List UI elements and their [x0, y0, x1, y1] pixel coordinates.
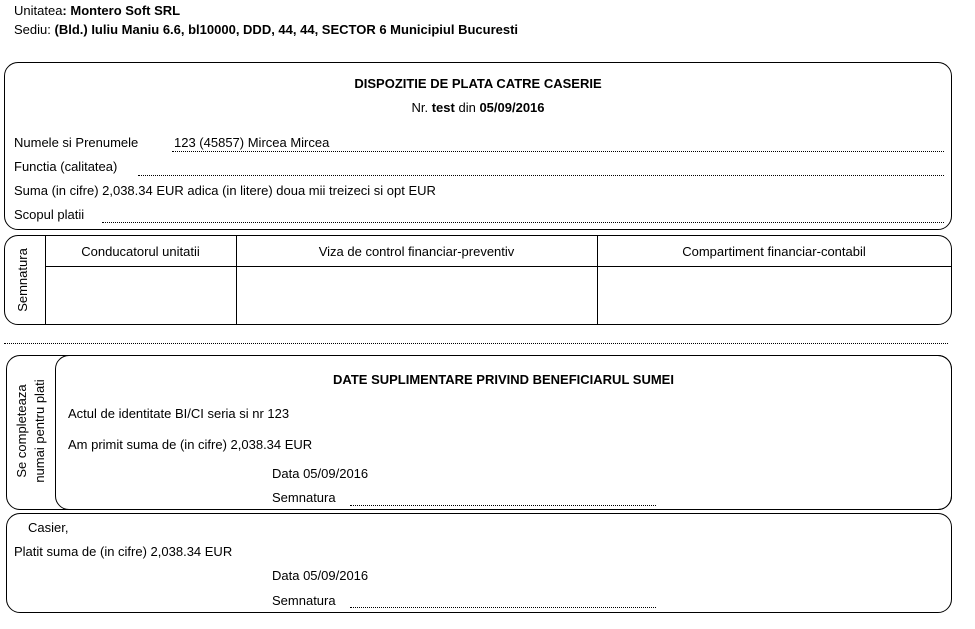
din-label: din [458, 100, 476, 115]
seat-value: (Bld.) Iuliu Maniu 6.6, bl10000, DDD, 44, 44, SECTOR 6 Municipiul Bucuresti [54, 22, 519, 37]
cashier-date: Data 05/09/2016 [272, 568, 369, 583]
name-dotted-line [172, 151, 944, 152]
disposition-title: DISPOZITIE DE PLATA CATRE CASERIE [354, 76, 602, 91]
sum-text: Suma (in cifre) 2,038.34 EUR adica (in litere) doua mii treizeci si opt EUR [14, 183, 436, 198]
signature-col-accounting: Compartiment financiar-contabil [682, 244, 866, 259]
cashier-signature-line [350, 607, 656, 608]
unit-value: : Montero Soft SRL [62, 3, 181, 18]
seat-label: Sediu: [14, 22, 51, 37]
beneficiary-date: Data 05/09/2016 [272, 466, 369, 481]
disposition-number-line [4, 100, 952, 115]
id-document-text: Actul de identitate BI/CI seria si nr 123 [68, 406, 290, 421]
name-value: 123 (45857) Mircea Mircea [174, 135, 330, 150]
cashier-label: Casier, [28, 520, 69, 535]
nr-label: Nr. [411, 100, 429, 115]
beneficiary-title: DATE SUPLIMENTARE PRIVIND BENEFICIARUL SUMEI [333, 372, 674, 387]
name-label: Numele si Prenumele [14, 135, 139, 150]
received-sum-text: Am primit suma de (in cifre) 2,038.34 EUR [68, 437, 313, 452]
company-seat-line [14, 22, 518, 37]
cashier-box [6, 513, 952, 613]
signature-header-divider [45, 266, 951, 267]
signature-col-director: Conducatorul unitatii [81, 244, 200, 259]
beneficiary-signature-line [350, 505, 656, 506]
disposition-date: 05/09/2016 [479, 100, 545, 115]
unit-label: Unitatea [14, 3, 63, 18]
signature-col-control: Viza de control financiar-preventiv [318, 244, 515, 259]
paid-sum-text: Platit suma de (in cifre) 2,038.34 EUR [14, 544, 233, 559]
signature-side-label: Semnatura [15, 248, 30, 312]
beneficiary-signature-label: Semnatura [272, 490, 336, 505]
cashier-signature-label: Semnatura [272, 593, 336, 608]
section-separator [4, 343, 948, 344]
function-label: Functia (calitatea) [14, 159, 118, 174]
beneficiary-side-label: Se completeaza numai pentru plati [14, 379, 47, 483]
purpose-dotted-line [102, 222, 944, 223]
nr-value: test [431, 100, 455, 115]
function-dotted-line [138, 175, 944, 176]
company-unit-line [14, 3, 180, 18]
purpose-label: Scopul platii [14, 207, 85, 222]
